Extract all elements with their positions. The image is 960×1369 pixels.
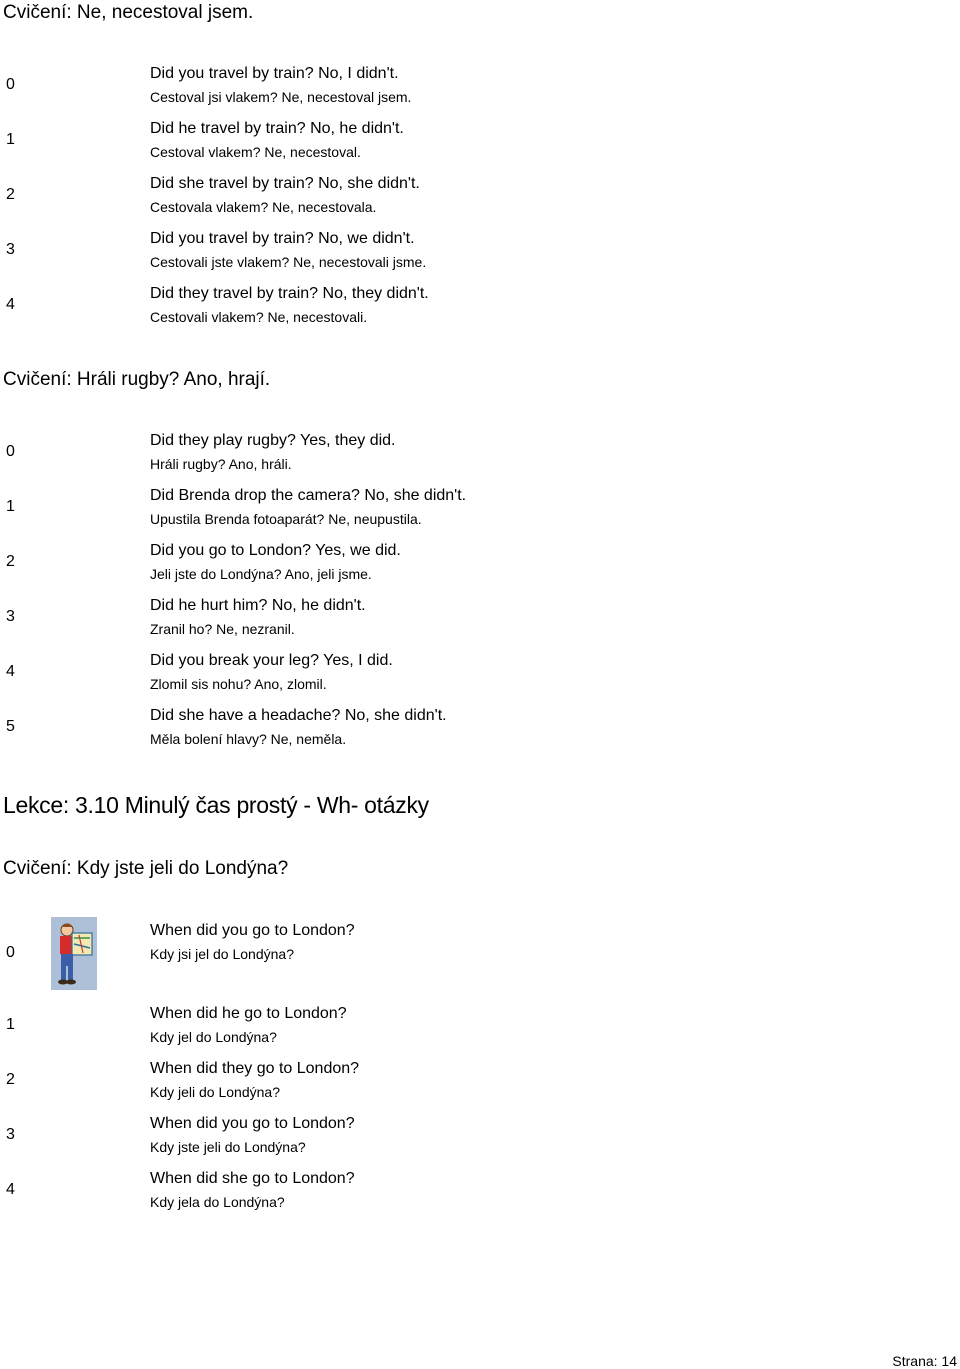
czech-translation: Cestovali vlakem? Ne, necestovali.: [150, 309, 368, 325]
item-number: 3: [6, 608, 15, 625]
boy-with-map-illustration: [51, 917, 97, 990]
czech-translation: Měla bolení hlavy? Ne, neměla.: [150, 731, 347, 747]
item-number: 4: [6, 1181, 15, 1198]
czech-translation: Cestoval vlakem? Ne, necestoval.: [150, 144, 361, 160]
czech-translation: Hráli rugby? Ano, hráli.: [150, 456, 292, 472]
czech-translation: Cestovala vlakem? Ne, necestovala.: [150, 199, 377, 215]
english-sentence: Did she travel by train? No, she didn't.: [150, 175, 420, 192]
lesson-title: Lekce: 3.10 Minulý čas prostý - Wh- otázky: [3, 792, 429, 818]
item-number: 2: [6, 553, 15, 570]
czech-translation: Kdy jela do Londýna?: [150, 1194, 285, 1210]
english-sentence: Did Brenda drop the camera? No, she didn't.: [150, 487, 467, 504]
czech-translation: Kdy jste jeli do Londýna?: [150, 1139, 306, 1155]
english-sentence: When did he go to London?: [150, 1005, 347, 1022]
czech-translation: Cestovali jste vlakem? Ne, necestovali jsme.: [150, 254, 427, 270]
item-number: 1: [6, 1016, 15, 1033]
item-number: 2: [6, 1071, 15, 1088]
item-number: 4: [6, 296, 15, 313]
english-sentence: Did you travel by train? No, I didn't.: [150, 65, 399, 82]
english-sentence: Did they travel by train? No, they didn't.: [150, 285, 429, 302]
item-number: 4: [6, 663, 15, 680]
czech-translation: Jeli jste do Londýna? Ano, jeli jsme.: [150, 566, 372, 582]
english-sentence: When did they go to London?: [150, 1060, 360, 1077]
english-sentence: When did you go to London?: [150, 922, 355, 939]
czech-translation: Zranil ho? Ne, nezranil.: [150, 621, 295, 637]
english-sentence: Did you travel by train? No, we didn't.: [150, 230, 415, 247]
english-sentence: When did she go to London?: [150, 1170, 355, 1187]
english-sentence: Did she have a headache? No, she didn't.: [150, 707, 447, 724]
english-sentence: Did you break your leg? Yes, I did.: [150, 652, 393, 669]
exercise-heading: Cvičení: Hráli rugby? Ano, hrají.: [3, 369, 271, 390]
czech-translation: Cestoval jsi vlakem? Ne, necestoval jsem.: [150, 89, 412, 105]
exercise-heading: Cvičení: Kdy jste jeli do Londýna?: [3, 858, 289, 879]
english-sentence: Did he travel by train? No, he didn't.: [150, 120, 404, 137]
item-number: 0: [6, 944, 15, 961]
item-number: 1: [6, 498, 15, 515]
czech-translation: Upustila Brenda fotoaparát? Ne, neupustila.: [150, 511, 422, 527]
page-number: Strana: 14: [892, 1353, 957, 1369]
english-sentence: When did you go to London?: [150, 1115, 355, 1132]
english-sentence: Did you go to London? Yes, we did.: [150, 542, 401, 559]
item-number: 0: [6, 443, 15, 460]
item-number: 3: [6, 1126, 15, 1143]
item-number: 5: [6, 718, 15, 735]
czech-translation: Zlomil sis nohu? Ano, zlomil.: [150, 676, 327, 692]
item-number: 1: [6, 131, 15, 148]
english-sentence: Did they play rugby? Yes, they did.: [150, 432, 396, 449]
czech-translation: Kdy jsi jel do Londýna?: [150, 946, 294, 962]
item-number: 3: [6, 241, 15, 258]
czech-translation: Kdy jeli do Londýna?: [150, 1084, 280, 1100]
boy-with-map-icon: [51, 917, 97, 990]
czech-translation: Kdy jel do Londýna?: [150, 1029, 277, 1045]
exercise-heading: Cvičení: Ne, necestoval jsem.: [3, 2, 254, 23]
item-number: 0: [6, 76, 15, 93]
item-number: 2: [6, 186, 15, 203]
english-sentence: Did he hurt him? No, he didn't.: [150, 597, 366, 614]
